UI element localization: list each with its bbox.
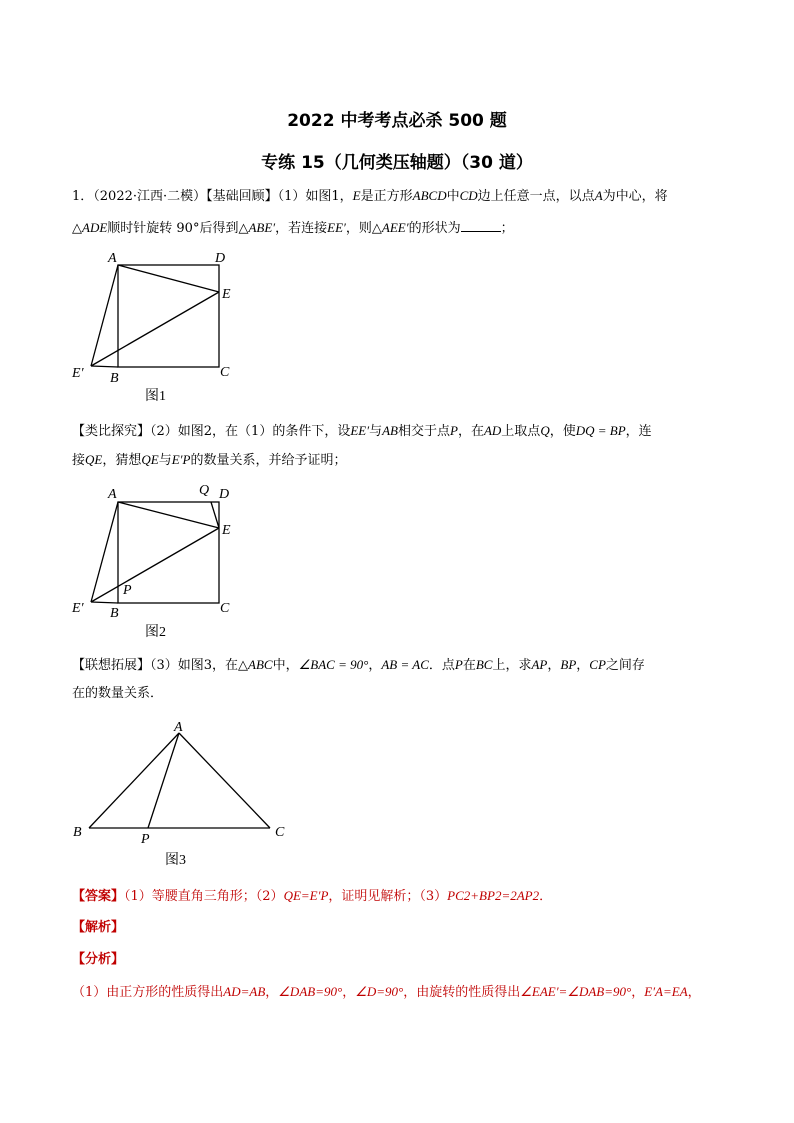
segment-ae1 [91, 265, 118, 366]
q1-text: 中， [272, 658, 299, 673]
q1-text: ， [368, 658, 382, 673]
fenxi-label: 【分析】 [72, 952, 125, 967]
q1-text: △ [72, 221, 82, 236]
figure-1 [70, 248, 250, 408]
label-c: C [220, 365, 230, 380]
label-a: A [108, 487, 117, 502]
math-var: EE′ [327, 220, 346, 235]
math-var: AD [483, 423, 502, 438]
math-var: A [594, 188, 603, 203]
analysis-math: AD=AB [223, 984, 266, 999]
label-d: D [215, 251, 226, 266]
segment-ae [118, 502, 219, 528]
segment-ae1 [91, 502, 118, 602]
segment-e1e [91, 528, 219, 602]
q1-text: ，在 [457, 424, 484, 439]
q1-text: 是正方形 [360, 189, 413, 204]
math-var: P [449, 423, 458, 438]
math-var: ABE′ [248, 220, 276, 235]
analysis-math: ∠EAE′=∠DAB=90° [520, 984, 632, 999]
document-title: 2022 中考考点必杀 500 题 [287, 111, 507, 131]
answer-text: ，证明见解析；（3） [328, 889, 448, 904]
math-var: E′P [171, 452, 191, 467]
q1-text: 与 [369, 424, 383, 439]
q1-text: ，若连接 [275, 221, 328, 236]
segment-e1b [91, 602, 118, 603]
math-var: AB [382, 423, 398, 438]
math-var: Q [540, 423, 550, 438]
math-var: CD [459, 188, 478, 203]
math-var: P [454, 657, 463, 672]
q1-part3-line-1 [72, 655, 732, 676]
q1-text: 与 [158, 453, 172, 468]
jiexi-label: 【解析】 [72, 920, 125, 935]
q1-text: ； [500, 221, 514, 236]
math-var: ∠BAC = 90° [298, 657, 369, 672]
math-var: AB = AC [381, 657, 429, 672]
q1-part3-line-2: 在的数量关系． [72, 686, 164, 701]
q1-part2-line-2 [72, 450, 732, 471]
analysis-line-1 [72, 982, 732, 1003]
q1-text: ，则△ [345, 221, 382, 236]
label-q: Q [199, 483, 210, 498]
math-var: AP [531, 657, 548, 672]
math-var: QE [85, 452, 103, 467]
figure-3-caption: 图3 [165, 853, 186, 868]
answer-math: QE=E′P [283, 888, 329, 903]
label-d: D [219, 487, 230, 502]
segment-ac [179, 733, 270, 828]
analysis-math: E′A=EA [644, 984, 688, 999]
math-var: BC [475, 657, 493, 672]
q1-text: 【类比探究】（2）如图2，在（1）的条件下，设 [72, 424, 351, 439]
analysis-text: ， [687, 985, 701, 1000]
analysis-text: ， [265, 985, 279, 1000]
figure-3 [70, 714, 300, 872]
answer-label: 【答案】 [72, 889, 125, 904]
label-e-prime: E′ [72, 601, 84, 616]
label-p: P [123, 583, 132, 598]
q1-text: 相交于点 [397, 424, 450, 439]
q1-line-2 [72, 218, 732, 239]
math-var: E [352, 188, 361, 203]
segment-ab [89, 733, 179, 828]
q1-text: ．点 [428, 658, 455, 673]
q1-text: 中 [446, 189, 460, 204]
q1-text: 顺时针旋转 90°后得到△ [107, 221, 249, 236]
analysis-math: ∠D=90° [355, 984, 404, 999]
segment-e1b [91, 366, 118, 367]
label-c: C [275, 825, 285, 840]
label-b: B [110, 371, 119, 386]
math-var: EE′ [350, 423, 370, 438]
label-a: A [174, 720, 183, 735]
analysis-text: ，由旋转的性质得出 [403, 985, 521, 1000]
answer-text: （1）等腰直角三角形；（2） [124, 889, 284, 904]
segment-e1e [91, 292, 219, 366]
math-var: ABCD [412, 188, 447, 203]
math-var: AEE′ [381, 220, 409, 235]
q1-text: ， [576, 658, 590, 673]
label-p: P [141, 832, 150, 847]
math-var: CP [589, 657, 606, 672]
q1-text: ，连 [625, 424, 652, 439]
q1-text: 之间存 [605, 658, 645, 673]
math-var: ADE [82, 220, 108, 235]
analysis-math: ∠DAB=90° [278, 984, 343, 999]
segment-ae [118, 265, 219, 292]
q1-text: ，使 [549, 424, 576, 439]
label-b: B [73, 825, 82, 840]
q1-text: 【联想拓展】（3）如图3，在△ [72, 658, 249, 673]
figure-1-caption: 图1 [145, 389, 166, 404]
label-a: A [108, 251, 117, 266]
document-subtitle: 专练 15（几何类压轴题）（30 道） [261, 153, 533, 173]
q1-text: 上取点 [501, 424, 541, 439]
math-var: BP [560, 657, 577, 672]
math-var: ABC [248, 657, 273, 672]
q1-text: ， [547, 658, 561, 673]
q1-text: 在 [462, 658, 476, 673]
label-b: B [110, 606, 119, 621]
figure-2-caption: 图2 [145, 625, 166, 640]
segment-ap [148, 733, 179, 828]
segment-qe [211, 502, 219, 528]
square-abcd [118, 265, 219, 367]
answer-blank [461, 219, 501, 232]
math-var: QE [141, 452, 159, 467]
q1-text: 的数量关系，并给予证明； [190, 453, 347, 468]
q1-text: 接 [72, 453, 86, 468]
q1-text: 为中心，将 [602, 189, 668, 204]
label-e: E [222, 523, 231, 538]
q1-text: ，猜想 [102, 453, 142, 468]
q1-text: 1．（2022·江西·二模）【基础回顾】（1）如图1， [72, 189, 353, 204]
label-e: E [222, 287, 231, 302]
figure-2 [70, 478, 250, 646]
q1-text: 边上任意一点，以点 [477, 189, 595, 204]
analysis-text: （1）由正方形的性质得出 [72, 985, 224, 1000]
label-e-prime: E′ [72, 366, 84, 381]
square-abcd [118, 502, 219, 603]
answer-text: ． [539, 889, 553, 904]
q1-line-1 [72, 186, 732, 207]
q1-text: 上，求 [492, 658, 532, 673]
q1-part2-line-1 [72, 421, 732, 442]
q1-text: 的形状为 [408, 221, 461, 236]
answer-line [72, 886, 732, 907]
label-c: C [220, 601, 230, 616]
math-var: DQ = BP [575, 423, 626, 438]
analysis-text: ， [631, 985, 645, 1000]
analysis-text: ， [342, 985, 356, 1000]
answer-math: PC2+BP2=2AP2 [447, 888, 540, 903]
